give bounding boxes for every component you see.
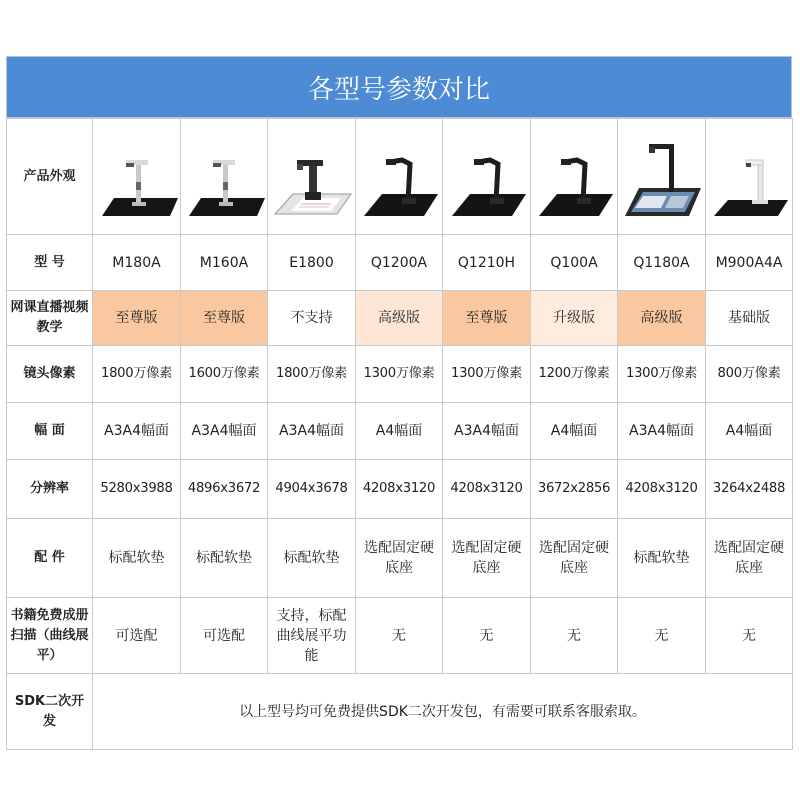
product-image-cell [531,119,618,235]
model-cell: M180A [93,235,181,291]
edu-tier-cell: 不支持 [268,291,356,346]
row-appearance [7,119,793,235]
row-resolution [7,460,793,519]
book-scan-cell: 无 [356,598,443,674]
camera-pixels-cell: 1300万像素 [356,346,443,403]
row-edu [7,291,793,346]
product-image-cell [618,119,706,235]
document-camera-tall-icon [618,132,705,222]
resolution-cell: 5280x3988 [93,460,181,519]
product-image-cell [268,119,356,235]
edu-tier-cell: 高级版 [618,291,706,346]
area-cell: A3A4幅面 [93,403,181,460]
book-scan-cell: 无 [618,598,706,674]
edu-tier-cell: 至尊版 [181,291,268,346]
accessory-cell: 选配固定硬底座 [356,519,443,598]
header-book-scan: 书籍免费成册扫描（曲线展平） [7,598,93,674]
model-cell: Q1210H [443,235,531,291]
page-title: 各型号参数对比 [6,56,792,118]
area-cell: A3A4幅面 [618,403,706,460]
resolution-cell: 4208x3120 [443,460,531,519]
area-cell: A3A4幅面 [268,403,356,460]
comparison-panel [6,56,792,750]
document-camera-silver-icon [181,132,267,222]
book-scan-cell: 无 [531,598,618,674]
area-cell: A3A4幅面 [181,403,268,460]
row-accessory [7,519,793,598]
product-image-cell [443,119,531,235]
model-cell: E1800 [268,235,356,291]
accessory-cell: 选配固定硬底座 [443,519,531,598]
model-cell: Q1200A [356,235,443,291]
camera-pixels-cell: 1800万像素 [93,346,181,403]
edu-tier-cell: 至尊版 [93,291,181,346]
document-camera-black-base-icon [531,132,617,222]
row-area [7,403,793,460]
header-camera: 镜头像素 [7,346,93,403]
header-appearance: 产品外观 [7,119,93,235]
resolution-cell: 4208x3120 [356,460,443,519]
model-cell: Q1180A [618,235,706,291]
row-sdk [7,674,793,750]
document-camera-black-mat-icon [268,132,355,222]
resolution-cell: 4904x3678 [268,460,356,519]
header-model: 型 号 [7,235,93,291]
accessory-cell: 选配固定硬底座 [706,519,793,598]
document-camera-silver-icon [93,132,180,222]
product-image-cell [93,119,181,235]
product-image-cell [706,119,793,235]
row-camera [7,346,793,403]
model-cell: M900A4A [706,235,793,291]
resolution-cell: 3264x2488 [706,460,793,519]
comparison-table-body [7,119,793,750]
accessory-cell: 标配软垫 [93,519,181,598]
edu-tier-cell: 基础版 [706,291,793,346]
resolution-cell: 3672x2856 [531,460,618,519]
resolution-cell: 4208x3120 [618,460,706,519]
camera-pixels-cell: 1600万像素 [181,346,268,403]
accessory-cell: 标配软垫 [181,519,268,598]
book-scan-cell: 可选配 [93,598,181,674]
camera-pixels-cell: 1800万像素 [268,346,356,403]
area-cell: A3A4幅面 [443,403,531,460]
edu-tier-cell: 高级版 [356,291,443,346]
model-cell: M160A [181,235,268,291]
area-cell: A4幅面 [706,403,793,460]
resolution-cell: 4896x3672 [181,460,268,519]
header-accessory: 配 件 [7,519,93,598]
document-camera-white-icon [706,132,792,222]
book-scan-cell: 可选配 [181,598,268,674]
header-sdk: SDK二次开发 [7,674,93,750]
book-scan-cell: 无 [443,598,531,674]
document-camera-black-base-icon [443,132,530,222]
header-edu: 网课直播视频教学 [7,291,93,346]
camera-pixels-cell: 1300万像素 [618,346,706,403]
row-book-scan [7,598,793,674]
book-scan-cell: 无 [706,598,793,674]
row-model [7,235,793,291]
accessory-cell: 选配固定硬底座 [531,519,618,598]
accessory-cell: 标配软垫 [618,519,706,598]
header-area: 幅 面 [7,403,93,460]
document-camera-black-base-icon [356,132,442,222]
area-cell: A4幅面 [356,403,443,460]
header-resolution: 分辨率 [7,460,93,519]
accessory-cell: 标配软垫 [268,519,356,598]
product-image-cell [356,119,443,235]
camera-pixels-cell: 1200万像素 [531,346,618,403]
product-image-cell [181,119,268,235]
model-cell: Q100A [531,235,618,291]
camera-pixels-cell: 1300万像素 [443,346,531,403]
book-scan-cell: 支持，标配曲线展平功能 [268,598,356,674]
sdk-note: 以上型号均可免费提供SDK二次开发包，有需要可联系客服索取。 [93,674,793,750]
camera-pixels-cell: 800万像素 [706,346,793,403]
comparison-table [6,118,793,750]
edu-tier-cell: 升级版 [531,291,618,346]
area-cell: A4幅面 [531,403,618,460]
edu-tier-cell: 至尊版 [443,291,531,346]
